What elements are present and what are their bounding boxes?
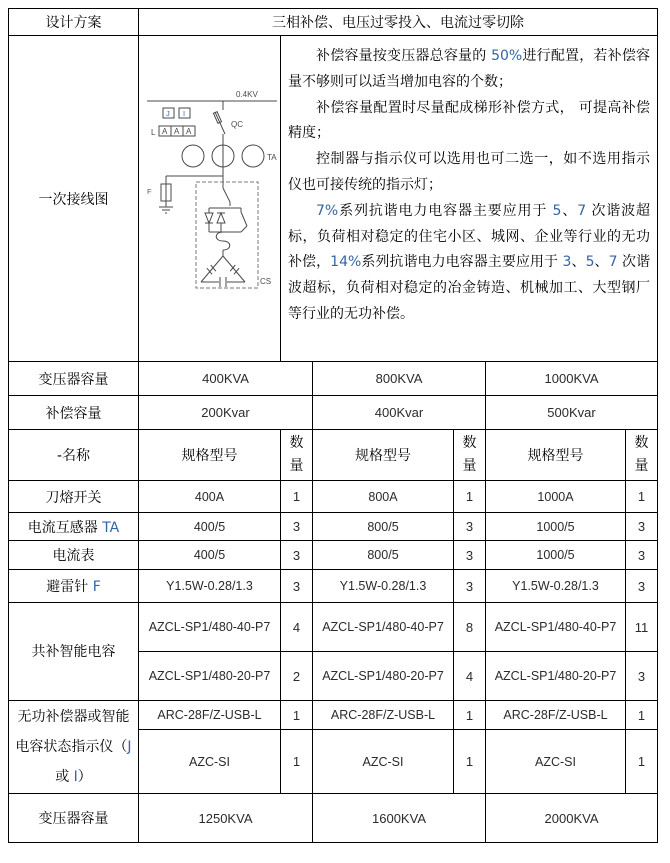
table-row xyxy=(9,701,658,730)
table-row xyxy=(9,794,658,843)
transformer-capacity-value: 1000KVA xyxy=(486,362,658,396)
capacitor-bank xyxy=(196,182,271,288)
item-spec: AZCL-SP1/480-20-P7 xyxy=(139,652,281,701)
table-row xyxy=(9,36,658,362)
qty-column-header: 数量 xyxy=(626,430,658,481)
item-qty: 1 xyxy=(454,701,486,730)
item-qty: 2 xyxy=(281,652,313,701)
svg-text:A: A xyxy=(174,127,180,136)
design-scheme-label: 设计方案 xyxy=(9,9,139,36)
item-spec: 400A xyxy=(139,481,281,513)
name-column-header: -名称 xyxy=(9,430,139,481)
item-spec: 1000/5 xyxy=(486,513,626,541)
item-spec: ARC-28F/Z-USB-L xyxy=(313,701,454,730)
item-spec: Y1.5W-0.28/1.3 xyxy=(486,570,626,603)
item-spec: AZC-SI xyxy=(486,730,626,794)
item-spec: 800A xyxy=(313,481,454,513)
item-name: 电流互感器 TA xyxy=(9,513,139,541)
notes-text: 补偿容量按变压器总容量的 50%进行配置，若补偿容量不够则可以适当增加电容的个数； 补偿容量配置时尽量配成梯形补偿方式， 可提高补偿精度； 控制器与指示仪可以选用也可二选一，如不选用指示仪也可接传统的指示灯； 7%系列抗谐电力电容器主要应用于 5、7 次谐波超标，负荷相对稳定的住宅小区、城网、企业等行业的无功补偿，14%系列抗谐电力电容器主要应用于 3、5、7 次谐波超标，负荷相对稳定的冶金铸造、机械加工、大型钢厂等行业的无功补偿。 xyxy=(281,36,658,362)
footer-capacity-value: 1600KVA xyxy=(313,794,486,843)
spec-column-header: 规格型号 xyxy=(139,430,281,481)
group-label-controller: 无功补偿器或智能电容状态指示仪（J 或 I） xyxy=(9,701,139,794)
table-row xyxy=(9,396,658,430)
item-spec: 800/5 xyxy=(313,541,454,570)
item-spec: 400/5 xyxy=(139,541,281,570)
table-row xyxy=(9,570,658,603)
wiring-diagram-label: 一次接线图 xyxy=(9,36,139,362)
compensation-capacity-value: 200Kvar xyxy=(139,396,313,430)
item-spec: 1000/5 xyxy=(486,541,626,570)
svg-text:A: A xyxy=(162,127,168,136)
item-qty: 3 xyxy=(454,541,486,570)
wiring-diagram-cell xyxy=(139,36,281,362)
item-qty: 11 xyxy=(626,603,658,652)
svg-text:A: A xyxy=(186,127,192,136)
one-line-diagram xyxy=(139,36,279,353)
item-qty: 1 xyxy=(626,730,658,794)
table-row xyxy=(9,430,658,481)
item-qty: 8 xyxy=(454,603,486,652)
voltage-label: 0.4KV xyxy=(236,90,258,99)
item-qty: 1 xyxy=(626,481,658,513)
item-qty: 1 xyxy=(626,701,658,730)
spec-column-header: 规格型号 xyxy=(313,430,454,481)
qty-column-header: 数量 xyxy=(281,430,313,481)
item-qty: 3 xyxy=(626,513,658,541)
svg-text:TA: TA xyxy=(267,153,277,162)
item-qty: 1 xyxy=(281,481,313,513)
item-spec: Y1.5W-0.28/1.3 xyxy=(139,570,281,603)
item-qty: 3 xyxy=(454,513,486,541)
compensation-capacity-value: 500Kvar xyxy=(486,396,658,430)
item-qty: 3 xyxy=(626,570,658,603)
item-name: 刀熔开关 xyxy=(9,481,139,513)
table-row xyxy=(9,362,658,396)
svg-text:CS: CS xyxy=(260,277,272,286)
item-qty: 3 xyxy=(281,570,313,603)
spec-column-header: 规格型号 xyxy=(486,430,626,481)
svg-text:QC: QC xyxy=(231,120,243,129)
item-spec: AZCL-SP1/480-40-P7 xyxy=(486,603,626,652)
item-qty: 3 xyxy=(626,652,658,701)
design-scheme-value: 三相补偿、电压过零投入、电流过零切除 xyxy=(139,9,658,36)
table-row xyxy=(9,603,658,652)
item-qty: 3 xyxy=(281,513,313,541)
item-qty: 4 xyxy=(281,603,313,652)
transformer-capacity-value: 800KVA xyxy=(313,362,486,396)
svg-text:I: I xyxy=(183,109,186,118)
compensation-capacity-label: 补偿容量 xyxy=(9,396,139,430)
item-spec: 400/5 xyxy=(139,513,281,541)
indicator-meters xyxy=(151,108,195,137)
item-spec: 1000A xyxy=(486,481,626,513)
footer-capacity-value: 2000KVA xyxy=(486,794,658,843)
table-row xyxy=(9,541,658,570)
compensation-capacity-value: 400Kvar xyxy=(313,396,486,430)
item-qty: 1 xyxy=(281,701,313,730)
item-qty: 4 xyxy=(454,652,486,701)
qty-column-header: 数量 xyxy=(454,430,486,481)
item-qty: 3 xyxy=(281,541,313,570)
transformer-capacity-label: 变压器容量 xyxy=(9,362,139,396)
footer-transformer-capacity-label: 变压器容量 xyxy=(9,794,139,843)
table-row xyxy=(9,481,658,513)
item-qty: 3 xyxy=(626,541,658,570)
item-qty: 1 xyxy=(454,730,486,794)
svg-text:J: J xyxy=(166,109,170,118)
spec-table xyxy=(8,8,658,843)
item-spec: AZC-SI xyxy=(313,730,454,794)
current-transformers xyxy=(182,134,277,188)
footer-capacity-value: 1250KVA xyxy=(139,794,313,843)
item-spec: AZC-SI xyxy=(139,730,281,794)
group-label-capacitor: 共补智能电容 xyxy=(9,603,139,701)
item-spec: AZCL-SP1/480-20-P7 xyxy=(313,652,454,701)
item-spec: ARC-28F/Z-USB-L xyxy=(486,701,626,730)
item-spec: AZCL-SP1/480-40-P7 xyxy=(139,603,281,652)
item-spec: AZCL-SP1/480-20-P7 xyxy=(486,652,626,701)
item-spec: ARC-28F/Z-USB-L xyxy=(139,701,281,730)
item-spec: 800/5 xyxy=(313,513,454,541)
table-row xyxy=(9,513,658,541)
item-name: 电流表 xyxy=(9,541,139,570)
table-row xyxy=(9,9,658,36)
item-spec: Y1.5W-0.28/1.3 xyxy=(313,570,454,603)
item-qty: 3 xyxy=(454,570,486,603)
item-qty: 1 xyxy=(454,481,486,513)
svg-text:L: L xyxy=(151,128,156,137)
item-spec: AZCL-SP1/480-40-P7 xyxy=(313,603,454,652)
svg-text:F: F xyxy=(147,187,152,196)
item-name: 避雷针 F xyxy=(9,570,139,603)
item-qty: 1 xyxy=(281,730,313,794)
transformer-capacity-value: 400KVA xyxy=(139,362,313,396)
qc-fuse-switch xyxy=(213,112,243,134)
